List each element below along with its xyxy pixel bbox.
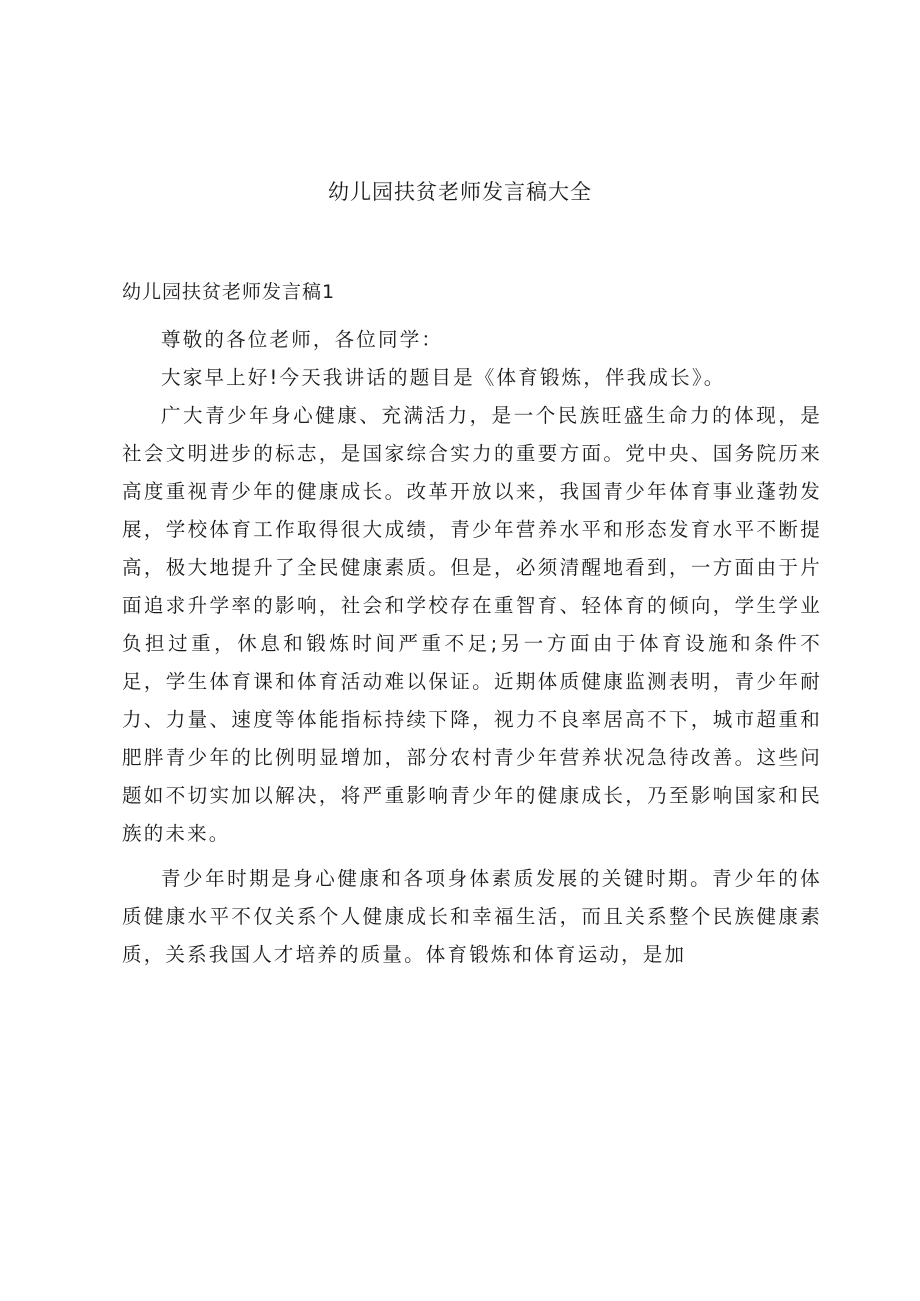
body-paragraph: 青少年时期是身心健康和各项身体素质发展的关键时期。青少年的体质健康水平不仅关系个人健康成长和幸福生活，而且关系整个民族健康素质，关系我国人才培养的质量。体育锻炼和体育运动，是加 xyxy=(122,867,822,966)
body-paragraph: 广大青少年身心健康、充满活力，是一个民族旺盛生命力的体现，是社会文明进步的标志，是国家综合实力的重要方面。党中央、国务院历来高度重视青少年的健康成长。改革开放以来，我国青少年体育事业蓬勃发展，学校体育工作取得很大成绩，青少年营养水平和形态发育水平不断提高，极大地提升了全民健康素质。但是，必须清醒地看到，一方面由于片面追求升学率的影响，社会和学校存在重智育、轻体育的倾向，学生学业负担过重，休息和锻炼时间严重不足;另一方面由于体育设施和条件不足，学生体育课和体育活动难以保证。近期体质健康监测表明，青少年耐力、力量、速度等体能指标持续下降，视力不良率居高不下，城市超重和肥胖青少年的比例明显增加，部分农村青少年营养状况急待改善。这些问题如不切实加以解决，将严重影响青少年的健康成长，乃至影响国家和民族的未来。 xyxy=(122,404,822,845)
salutation-paragraph: 尊敬的各位老师，各位同学： xyxy=(161,328,444,351)
document-body xyxy=(122,321,822,974)
document-title: 幼儿园扶贫老师发言稿大全 xyxy=(328,180,592,204)
section-heading: 幼儿园扶贫老师发言稿1 xyxy=(122,281,336,303)
greeting-paragraph: 大家早上好!今天我讲话的题目是《体育锻炼，伴我成长》。 xyxy=(161,366,726,389)
